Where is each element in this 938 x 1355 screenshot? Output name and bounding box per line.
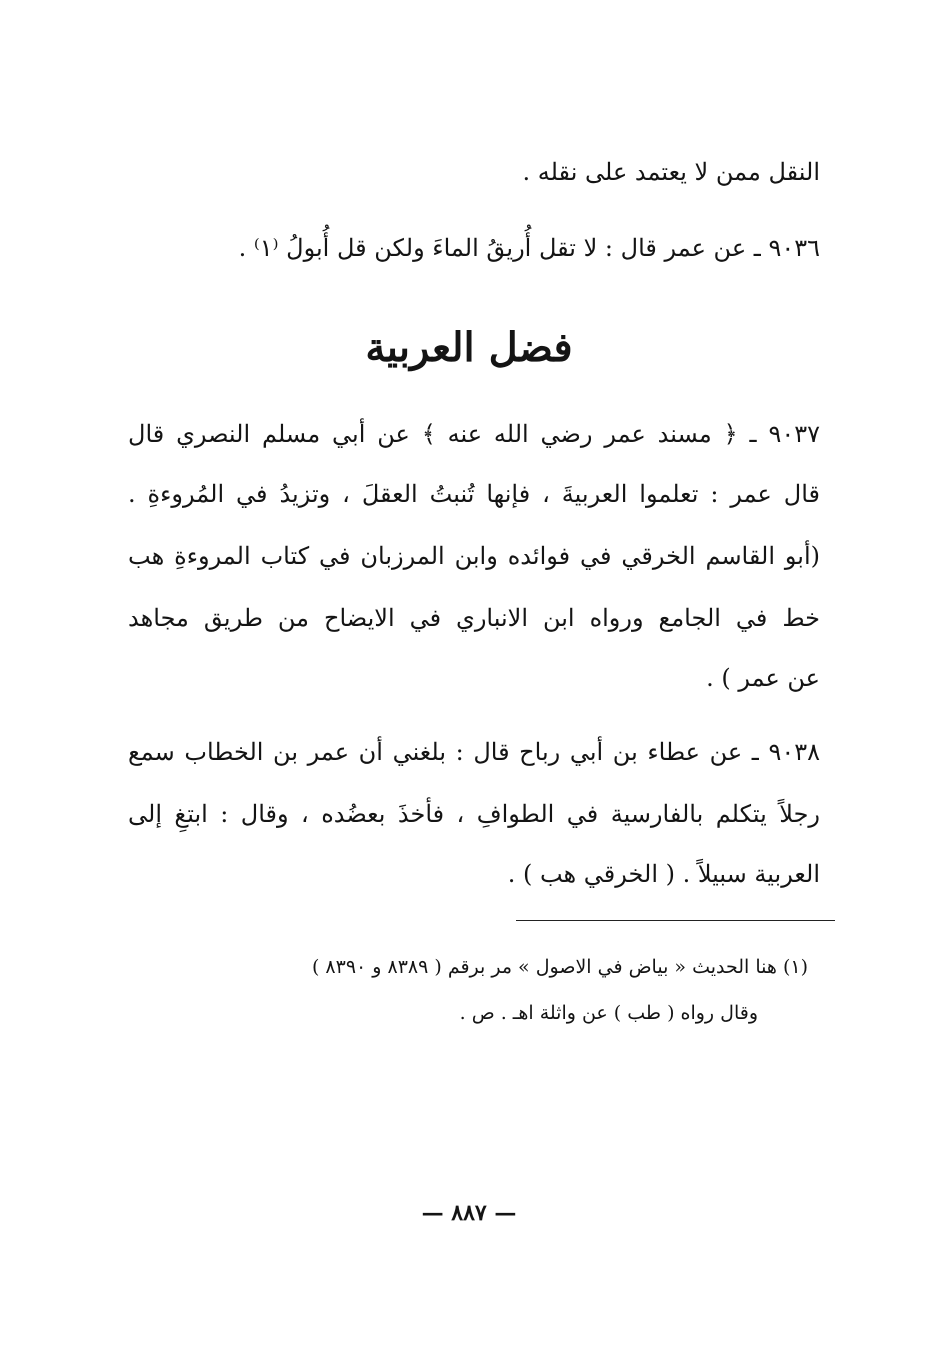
hadith-9038-line-2: رجلاً يتكلم بالفارسية في الطوافِ ، فأخذَ بعضُده ، وقال : ابتغِ إلى xyxy=(128,800,820,828)
hadith-9037-line-5: عن عمر ) . xyxy=(706,664,820,692)
hadith-9037-line-3: (أبو القاسم الخرقي في فوائده وابن المرزبان في كتاب المروءةِ هب xyxy=(128,542,820,570)
hadith-9038-line-1: ٩٠٣٨ ـ عن عطاء بن أبي رباح قال : بلغني أن عمر بن الخطاب سمع xyxy=(128,738,820,766)
section-heading: فضل العربية xyxy=(365,324,573,371)
hadith-9038-line-3: العربية سبيلاً . ( الخرقي هب ) . xyxy=(507,860,820,888)
hadith-9037-line-4: خط في الجامع ورواه ابن الانباري في الايضاح من طريق مجاهد xyxy=(128,604,820,632)
hadith-9037-line-2: قال عمر : تعلموا العربيةَ ، فإنها تُنبتُ العقلَ ، وتزيدُ في المُروءةِ . xyxy=(128,480,820,508)
footnote-divider xyxy=(516,920,835,921)
footnote-line-2: وقال رواه ( طب ) عن واثلة اهـ . ص . xyxy=(459,1002,758,1024)
page-number: — ٨٨٧ — xyxy=(421,1200,517,1226)
hadith-9037-line-1: ٩٠٣٧ ـ ﴿ مسند عمر رضي الله عنه ﴾ عن أبي مسلم النصري قال xyxy=(128,420,820,448)
footnote-line-1: (١) هنا الحديث « بياض في الاصول » مر برقم ( ٨٣٨٩ و ٨٣٩٠ ) xyxy=(311,956,808,978)
text-line-continuation: النقل ممن لا يعتمد على نقله . xyxy=(522,158,820,186)
hadith-9036: ٩٠٣٦ ـ عن عمر قال : لا تقل أُريقُ الماءَ ولكن قل أُبولُ ⁽١⁾ . xyxy=(238,234,820,262)
